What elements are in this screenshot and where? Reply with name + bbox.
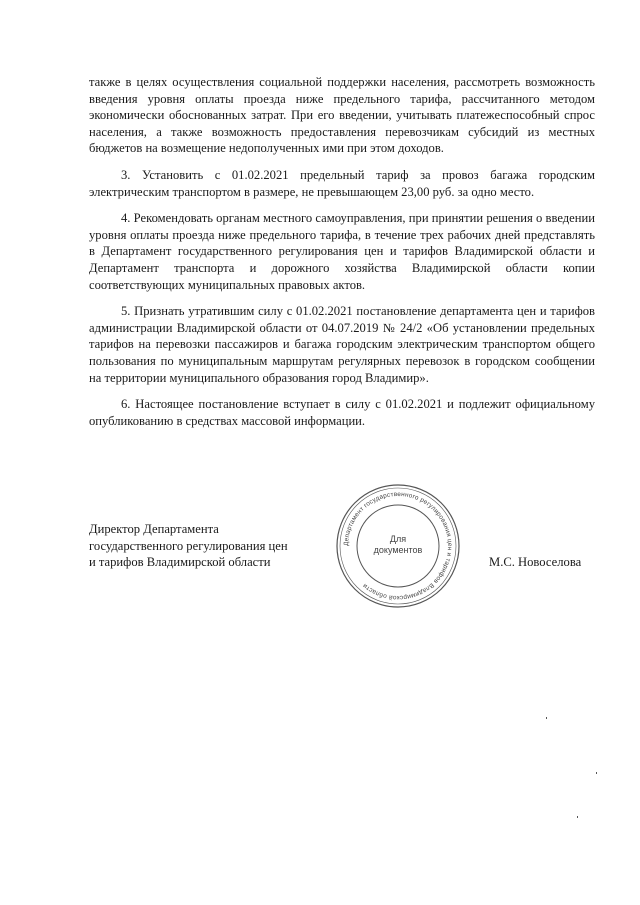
scan-speck [577, 816, 578, 818]
signatory-title-line-3: и тарифов Владимирской области [89, 555, 271, 570]
scan-speck [596, 772, 597, 774]
official-stamp [334, 482, 462, 610]
stamp-center-line-1: Для [389, 534, 407, 544]
signatory-title-line-1: Директор Департамента [89, 522, 219, 536]
paragraph-item-6: 6. Настоящее постановление вступает в силу с 01.02.2021 и подлежит официальному опубликованию в средствах массовой информации. [89, 397, 595, 428]
paragraph-item-5: 5. Признать утратившим силу с 01.02.2021 постановление департамента цен и тарифов администрации Владимирской области от 04.07.2019 № 24/2 «Об установлении предельных тарифов на перевозки пассажиров и багажа городским электрическим транспортом общего пользования по муниципальным маршрутам регулярных перевозок в городском сообщении на территории муниципального образования город Владимир». [89, 304, 595, 385]
stamp-ring-text: Департамент государственного регулирования цен и тарифов Владимирской области [342, 490, 454, 602]
paragraph-continuation: также в целях осуществления социальной поддержки населения, рассмотреть возможность введения уровня оплаты проезда ниже предельного тарифа, рассчитанного методом экономически обоснованных затрат. При его введении, учитывать платежеспособный спрос населения, а также возможность предоставления перевозчикам субсидий из местных бюджетов на возмещение недополученных ими при этом доходов. [89, 75, 595, 156]
signatory-title-line-2: государственного регулирования цен [89, 538, 288, 553]
scan-speck [546, 717, 547, 719]
signatory-name: М.С. Новоселова [489, 555, 582, 569]
paragraph-item-4: 4. Рекомендовать органам местного самоуправления, при принятии решения о введении уровня оплаты проезда ниже предельного тарифа, в течение трех рабочих дней представлять в Департамент государственного регулирования цен и тарифов Владимирской области и Департамент транспорта и дорожного хозяйства Владимирской области копии соответствующих муниципальных правовых актов. [89, 211, 595, 292]
document-body [89, 74, 595, 439]
stamp-center-line-2: документов [373, 545, 423, 555]
signatory-title [89, 521, 329, 571]
stamp-seal-graphic [334, 482, 462, 610]
paragraph-item-3: 3. Установить с 01.02.2021 предельный тариф за провоз багажа городским электрическим транспортом в размере, не превышающем 23,00 руб. за одно место. [89, 167, 595, 199]
